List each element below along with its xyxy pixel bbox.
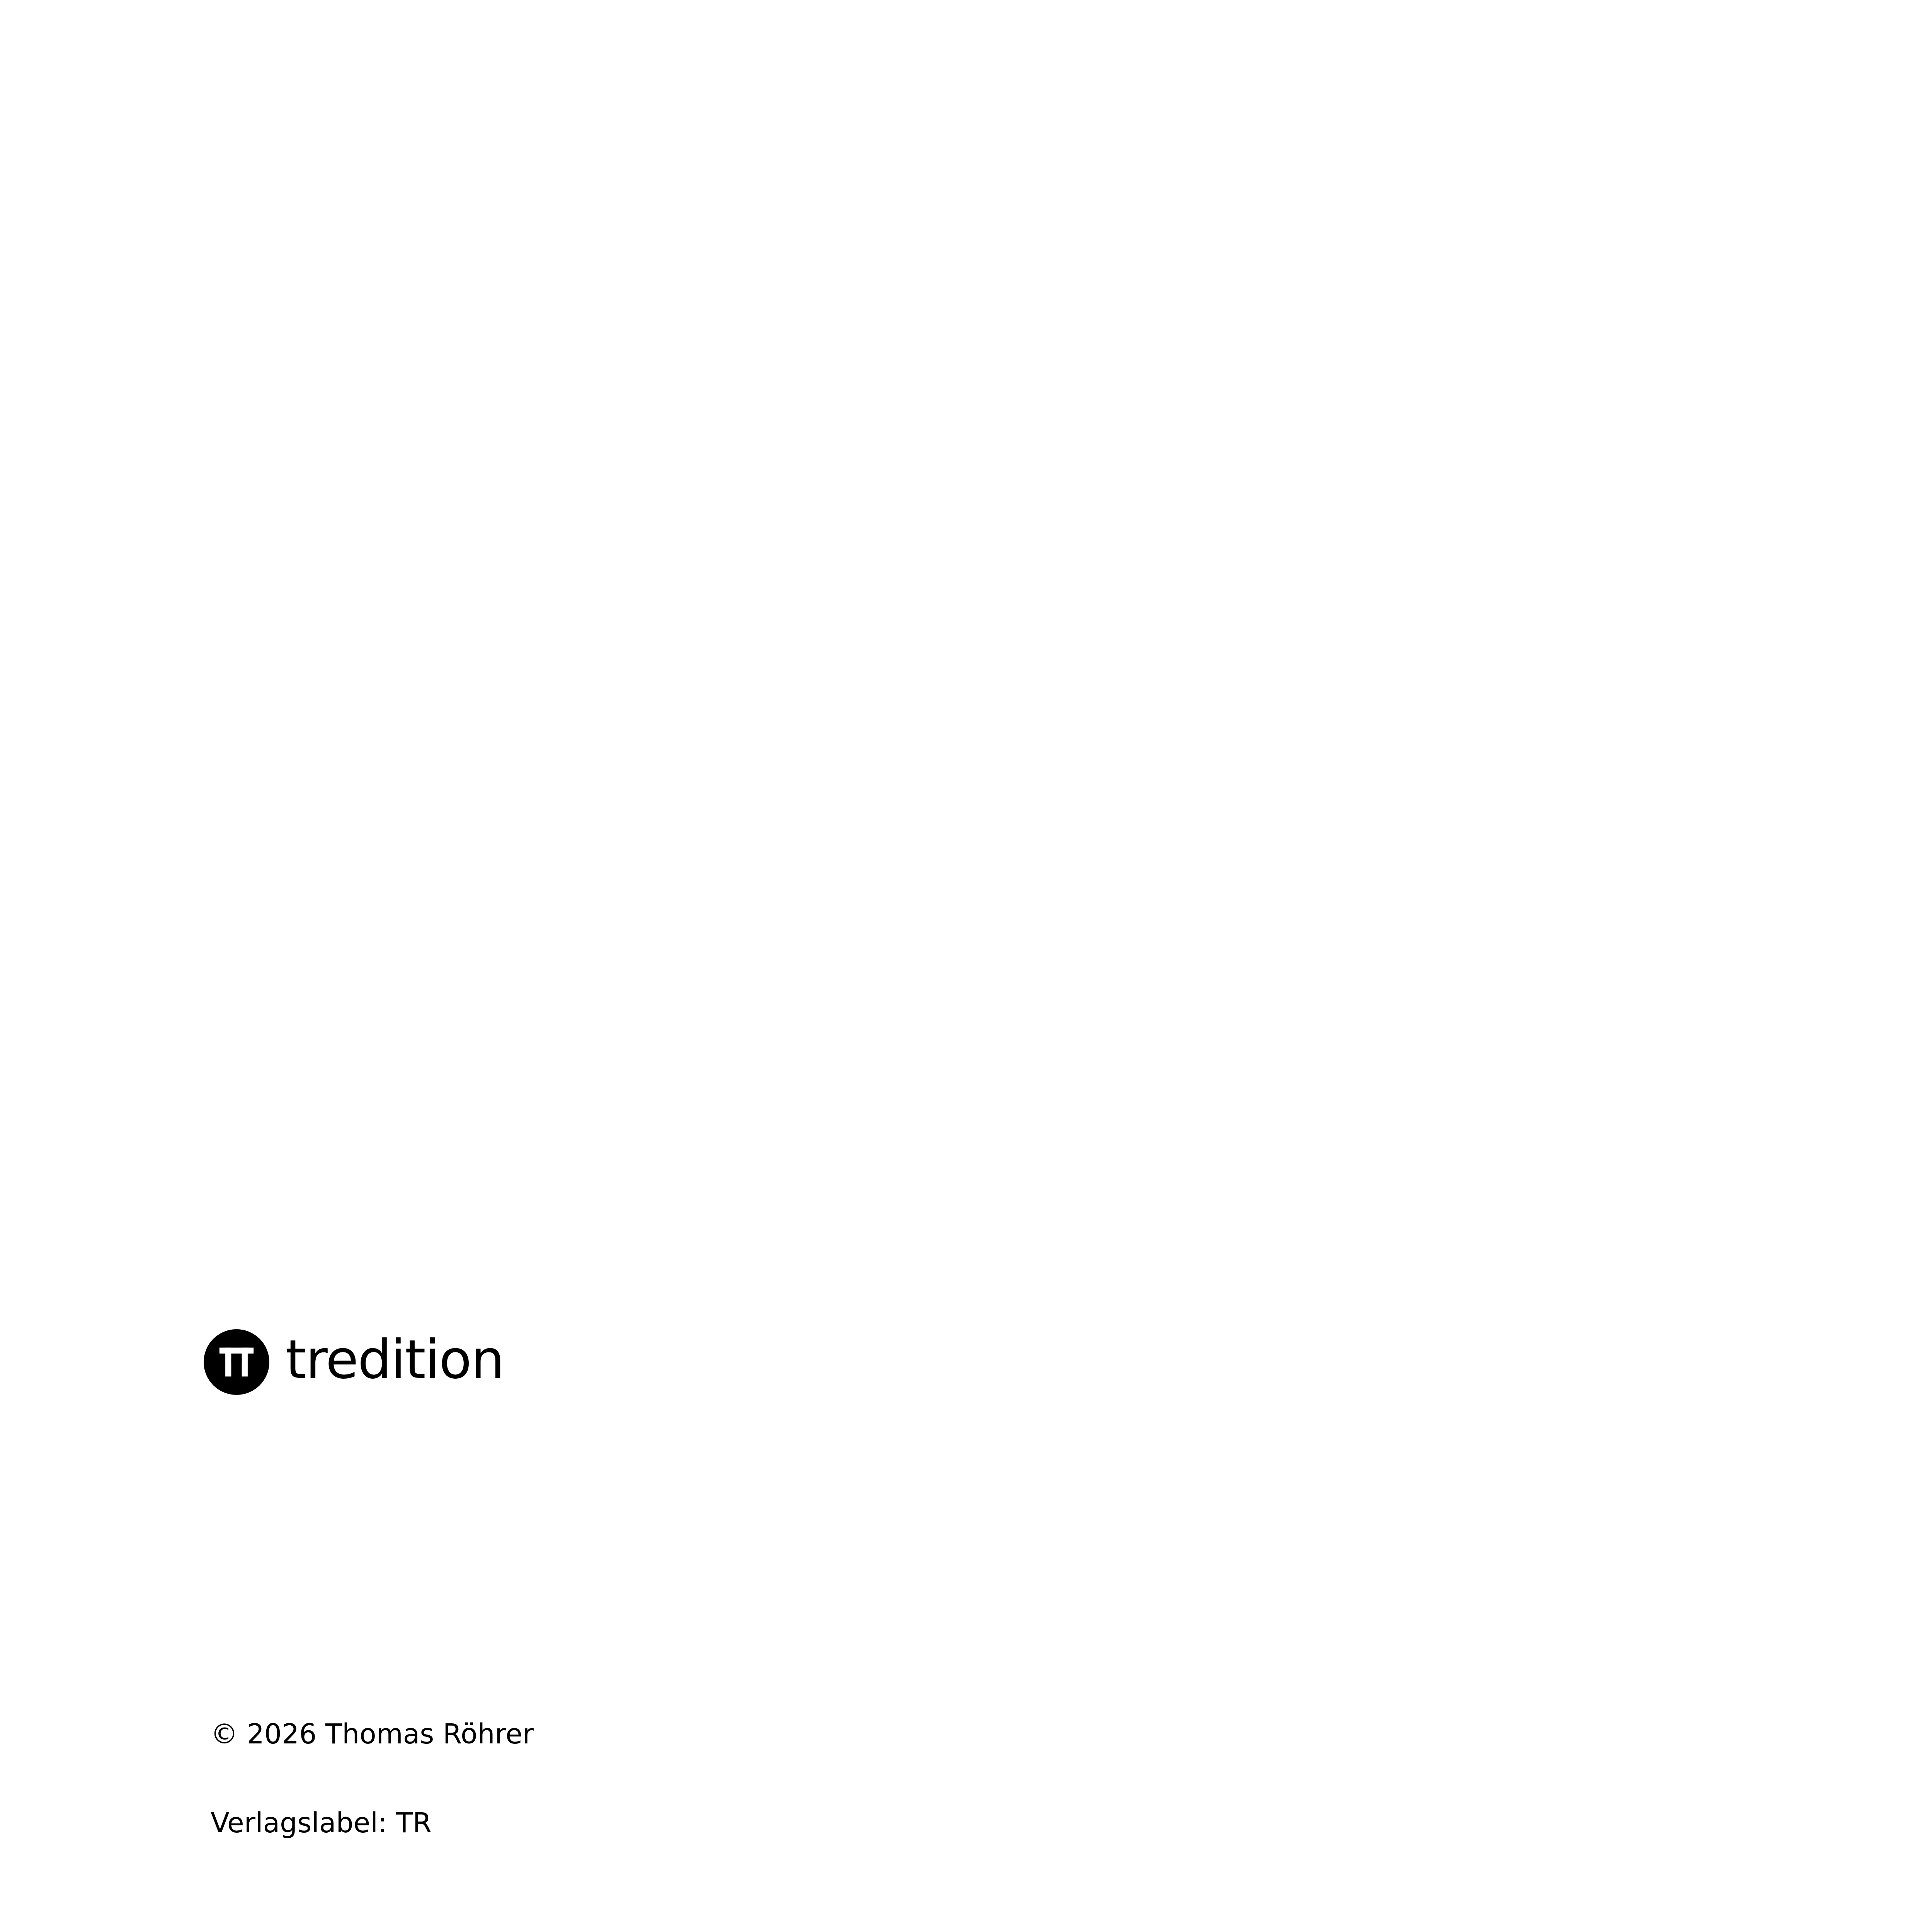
copyright-line: © 2026 Thomas Röhrer: [211, 1718, 534, 1750]
imprint-block-printing: [211, 1862, 1756, 1932]
publisher-label-line: Verlagslabel: TR: [211, 1807, 432, 1839]
tredition-logo-icon: [204, 1329, 269, 1395]
publisher-logo-text: tredition: [286, 1328, 504, 1391]
publisher-logo: [204, 1329, 504, 1395]
